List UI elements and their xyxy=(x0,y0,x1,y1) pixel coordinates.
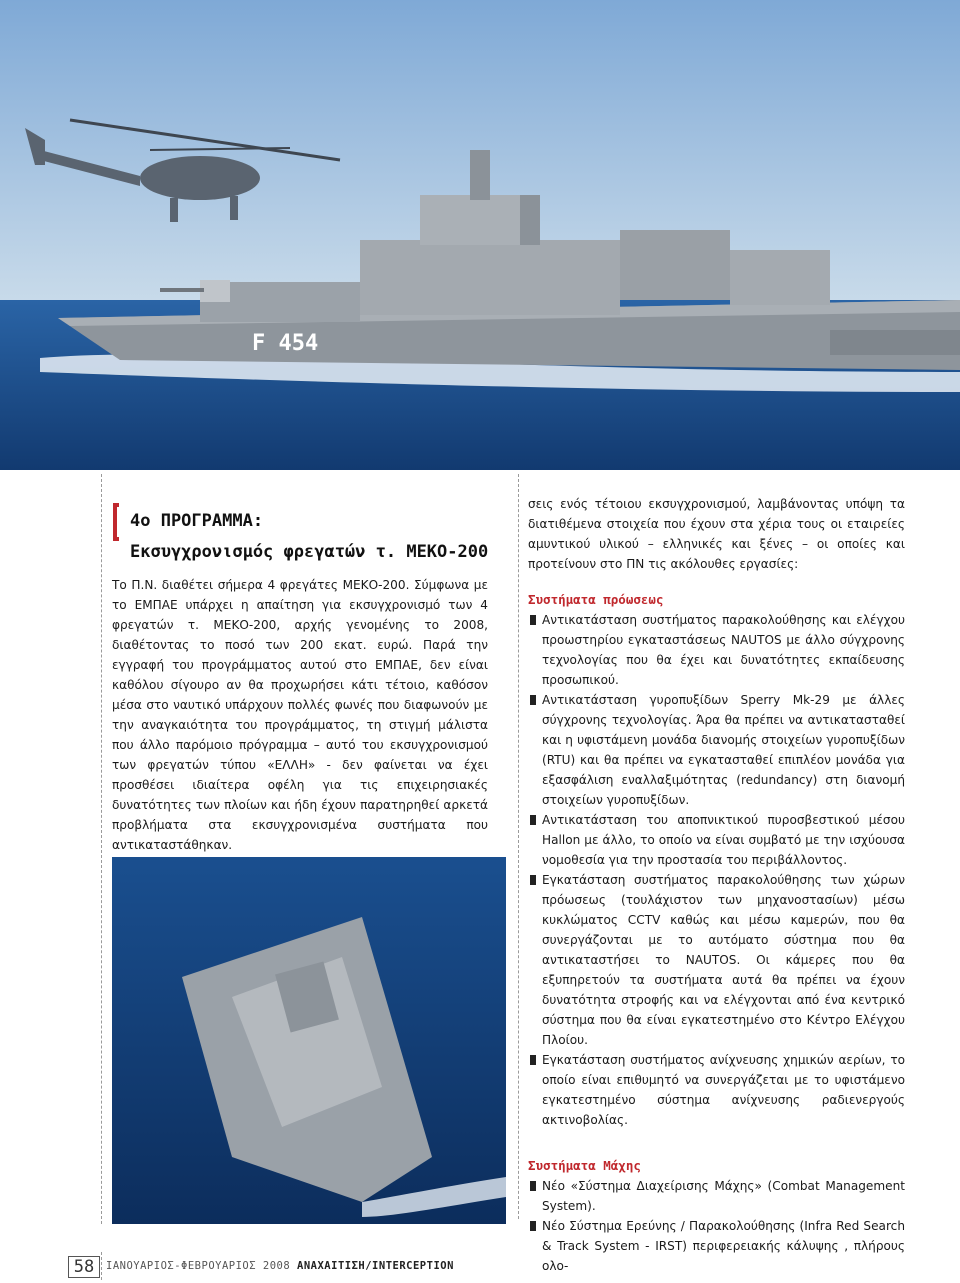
title-line-1: 4ο ΠΡΟΓΡΑΜΜΑ: xyxy=(130,511,264,531)
issue-date: ΙΑΝΟΥΑΡΙΟΣ-ΦΕΒΡΟΥΑΡΙΟΣ 2008 xyxy=(106,1260,291,1272)
left-column-rule xyxy=(101,474,102,1224)
footer-rule xyxy=(101,1252,102,1280)
body-paragraph: Το Π.Ν. διαθέτει σήμερα 4 φρεγάτες ΜΕΚΟ-200. Σύμφωνα με το ΕΜΠΑΕ υπάρχει η απαίτηση για εκσυγχρονισμό των 4 φρεγατών τ. ΜΕΚΟ-200, αρχής γενομένης το 2008, διαθέτοντας το ποσό των 200 εκατ. ευρώ. Παρά την εγγραφή του προγράμματος αυτού στο ΕΜΠΑΕ, δεν είναι καθόλου σίγουρο αν θα προχωρήσει κάτι τέτοιο, καθόσον μέσα στο ναυτικό υπάρχουν πολλές φωνές που διαφωνούν με την αναγκαιότητα του προγράμματος, τη στιγμή μάλιστα που άλλο παρόμοιο πρόγραμμα – αυτό του εκσυγχρονισμού των φρεγατών τύπου «ΕΛΛΗ» - δεν φαίνεται να έχει προσθέσει ιδιαίτερα οφέλη για τις επιχειρησιακές δυνατότητες των πλοίων και ήδη έχουν παρατηρηθεί αρκετά προβλήματα στα εκσυγχρονισμένα συστήματα που αντικαταστάθηκαν. xyxy=(112,578,488,852)
page-number: 58 xyxy=(68,1256,100,1278)
title-bracket xyxy=(113,503,119,541)
list-item: Αντικατάσταση γυροπυξίδων Sperry Mk-29 με άλλες σύγχρονης τεχνολογίας. Άρα θα πρέπει να αντικατασταθεί και η υφιστάμενη μονάδα διανομής στοιχείων γυροπυξίδων (RTU) και θα πρέπει να εγκατασταθεί επιπλέον μονάδα για εξασφάλιση εναλλαξιμότητας (redundancy) στη διανομή στοιχείων γυροπυξίδων. xyxy=(528,690,905,810)
frigate-overhead-illustration xyxy=(112,857,506,1224)
left-column-text xyxy=(112,575,488,895)
propulsion-list xyxy=(528,610,905,1130)
frigate-photo xyxy=(112,857,506,1224)
bullet-square-icon xyxy=(530,615,536,625)
page-footer xyxy=(0,1247,960,1283)
title-line-2: Εκσυγχρονισμός φρεγατών τ. ΜΕΚΟ-200 xyxy=(130,542,489,562)
list-item: Εγκατάσταση συστήματος ανίχνευσης χημικών αερίων, το οποίο είναι επιθυμητό να συνεργάζεται με το υφιστάμενο εγκατεστημένο σύστημα ανίχνευσης ραδιενεργούς ακτινοβολίας. xyxy=(528,1050,905,1130)
section-heading-propulsion: Συστήματα πρόωσεως xyxy=(528,592,664,607)
section-heading-combat: Συστήματα Μάχης xyxy=(528,1158,641,1173)
bullet-square-icon xyxy=(530,875,536,885)
bullet-square-icon xyxy=(530,815,536,825)
right-column-text xyxy=(528,494,905,1276)
list-item: Νέο «Σύστημα Διαχείρισης Μάχης» (Combat Management System). xyxy=(528,1176,905,1216)
publication-name: ΑΝΑΧΑΙΤΙΣΗ/INTERCEPTION xyxy=(297,1260,454,1272)
list-item: Εγκατάσταση συστήματος παρακολούθησης των χώρων πρόωσεως (τουλάχιστον των μηχανοστασίων) μέσω κυκλώματος CCTV καθώς και μέσω καμερών, που θα συνεργάζονται με το αυτόματο σύστημα που θα αντικαταστήσει το NAUTOS. Οι κάμερες που θα εξυπηρετούν τα συστήματα αυτά θα πρέπει να έχουν δυνατότητα στροφής και να ελέγχονται από ένα κεντρικό σύστημα που θα είναι εγκατεστημένο στο Κέντρο Ελέγχου Πλοίου. xyxy=(528,870,905,1050)
intro-paragraph: σεις ενός τέτοιου εκσυγχρονισμού, λαμβάνοντας υπόψη τα διατιθέμενα στοιχεία που έχουν στα χέρια τους οι εταιρείες αμυντικού υλικού – ελληνικές και ξένες – οι οποίες και προτείνουν στο ΠΝ τις ακόλουθες εργασίες: xyxy=(528,497,905,571)
bullet-square-icon xyxy=(530,695,536,705)
list-item: Αντικατάσταση του αποπνικτικού πυροσβεστικού μέσου Hallon με άλλο, το οποίο να είναι συμβατό με την ισχύουσα νομοθεσία για την προστασία του περιβάλλοντος. xyxy=(528,810,905,870)
list-item: Νέο Σύστημα Ερεύνης / Παρακολούθησης (Infra Red Search & Track System - IRST) περιφερειακής κάλυψης , πλήρους ολο- xyxy=(528,1216,905,1276)
frigate-helicopter-illustration xyxy=(0,0,960,470)
hull-number: F 454 xyxy=(252,331,319,356)
footer-issue-line xyxy=(106,1260,454,1272)
hero-photo xyxy=(0,0,960,470)
bullet-square-icon xyxy=(530,1221,536,1231)
bullet-square-icon xyxy=(530,1055,536,1065)
bullet-square-icon xyxy=(530,1181,536,1191)
list-item: Αντικατάσταση συστήματος παρακολούθησης και ελέγχου προωστηρίου εγκαταστάσεως NAUTOS με άλλο σύγχρονης τεχνολογίας που θα έχει και δυνατότητες εκπαίδευσης προσωπικού. xyxy=(528,610,905,690)
middle-column-rule xyxy=(518,474,519,1219)
